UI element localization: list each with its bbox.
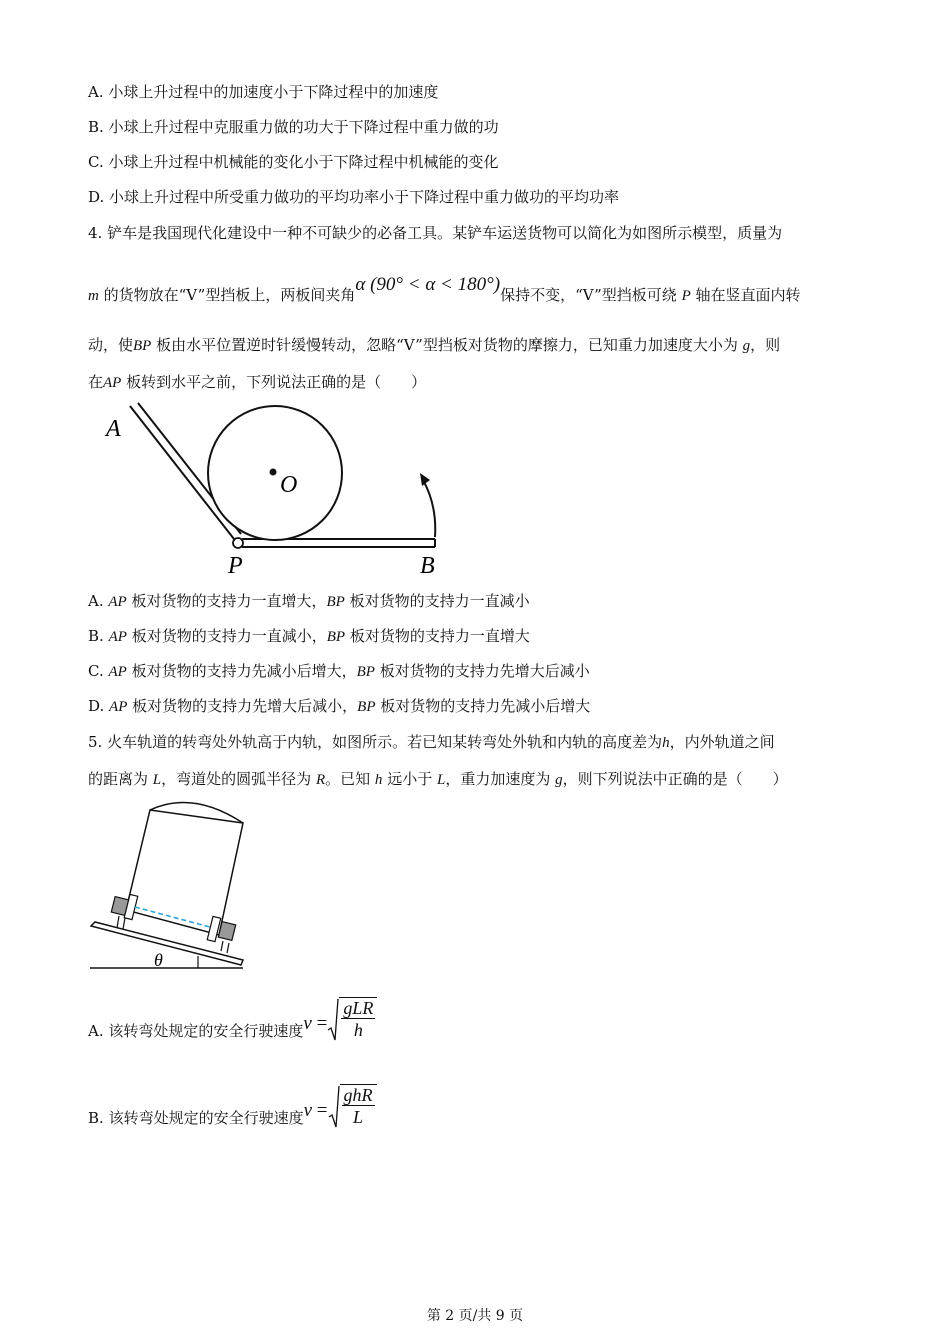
q4-option-c: C. AP 板对货物的支持力先减小后增大，BP 板对货物的支持力先增大后减小 — [88, 662, 590, 680]
theta-label: θ — [154, 950, 163, 970]
center-dot — [270, 469, 277, 476]
q5-option-b: B. 该转弯处规定的安全行驶速度v = ghR L — [88, 1097, 377, 1141]
label-b: B — [420, 553, 435, 579]
q3-option-a: A. 小球上升过程中的加速度小于下降过程中的加速度 — [88, 83, 439, 101]
right-wheel — [207, 916, 236, 953]
fraction-numerator: gLR — [343, 998, 374, 1018]
q4-stem-line1: 4. 铲车是我国现代化建设中一种不可缺少的必备工具。某铲车运送货物可以简化为如图所示模型，质量为 — [88, 224, 783, 242]
q4-stem-line2: m 的货物放在“V”型挡板上，两板间夹角α (90° < α < 180°)保持不变，“V”型挡板可绕 P 轴在竖直面内转 — [88, 274, 801, 304]
q3-option-d: D. 小球上升过程中所受重力做功的平均功率小于下降过程中重力做功的平均功率 — [88, 188, 620, 206]
q4-stem-line3: 动，使BP 板由水平位置逆时针缓慢转动，忽略“V”型挡板对货物的摩擦力，已知重力加速度大小为 g，则 — [88, 336, 781, 354]
q4-option-d: D. AP 板对货物的支持力先增大后减小，BP 板对货物的支持力先减小后增大 — [88, 697, 591, 715]
alpha-range-math: α (90° < α < 180°) — [355, 274, 501, 295]
fraction-denominator: h — [353, 1020, 363, 1040]
q4-figure — [100, 400, 460, 580]
q4-stem-line4: 在AP 板转到水平之前，下列说法正确的是（ ） — [88, 373, 427, 391]
q4-option-a: A. AP 板对货物的支持力一直增大，BP 板对货物的支持力一直减小 — [88, 592, 530, 610]
left-wheel — [111, 894, 138, 929]
label-a: A — [106, 416, 121, 442]
fraction-numerator: ghR — [343, 1085, 373, 1105]
sqrt-sign-b — [328, 1085, 340, 1129]
q3-option-b: B. 小球上升过程中克服重力做的功大于下降过程中重力做的功 — [88, 118, 499, 136]
q5-stem-line2: 的距离为 L，弯道处的圆弧半径为 R。已知 h 远小于 L，重力加速度为 g，则下列说法中正确的是（ ） — [88, 770, 788, 788]
sqrt-sign-a — [327, 998, 339, 1042]
page-footer: 第 2 页/共 9 页 — [426, 1308, 524, 1324]
label-p: P — [228, 553, 243, 579]
label-o: O — [280, 472, 298, 498]
q4-option-b: B. AP 板对货物的支持力一直减小，BP 板对货物的支持力一直增大 — [88, 627, 530, 645]
q5-stem-line1: 5. 火车轨道的转弯处外轨高于内轨，如图所示。若已知某转弯处外轨和内轨的高度差为h，内外轨道之间 — [88, 733, 775, 751]
rotation-arrow — [423, 480, 435, 537]
fraction-denominator: L — [352, 1107, 363, 1127]
q5-option-a: A. 该转弯处规定的安全行驶速度v = gLR h — [88, 1010, 377, 1054]
q3-option-c: C. 小球上升过程中机械能的变化小于下降过程中机械能的变化 — [88, 153, 499, 171]
q5-figure — [85, 798, 255, 973]
rail-car — [126, 802, 243, 935]
pivot-p — [233, 538, 243, 548]
